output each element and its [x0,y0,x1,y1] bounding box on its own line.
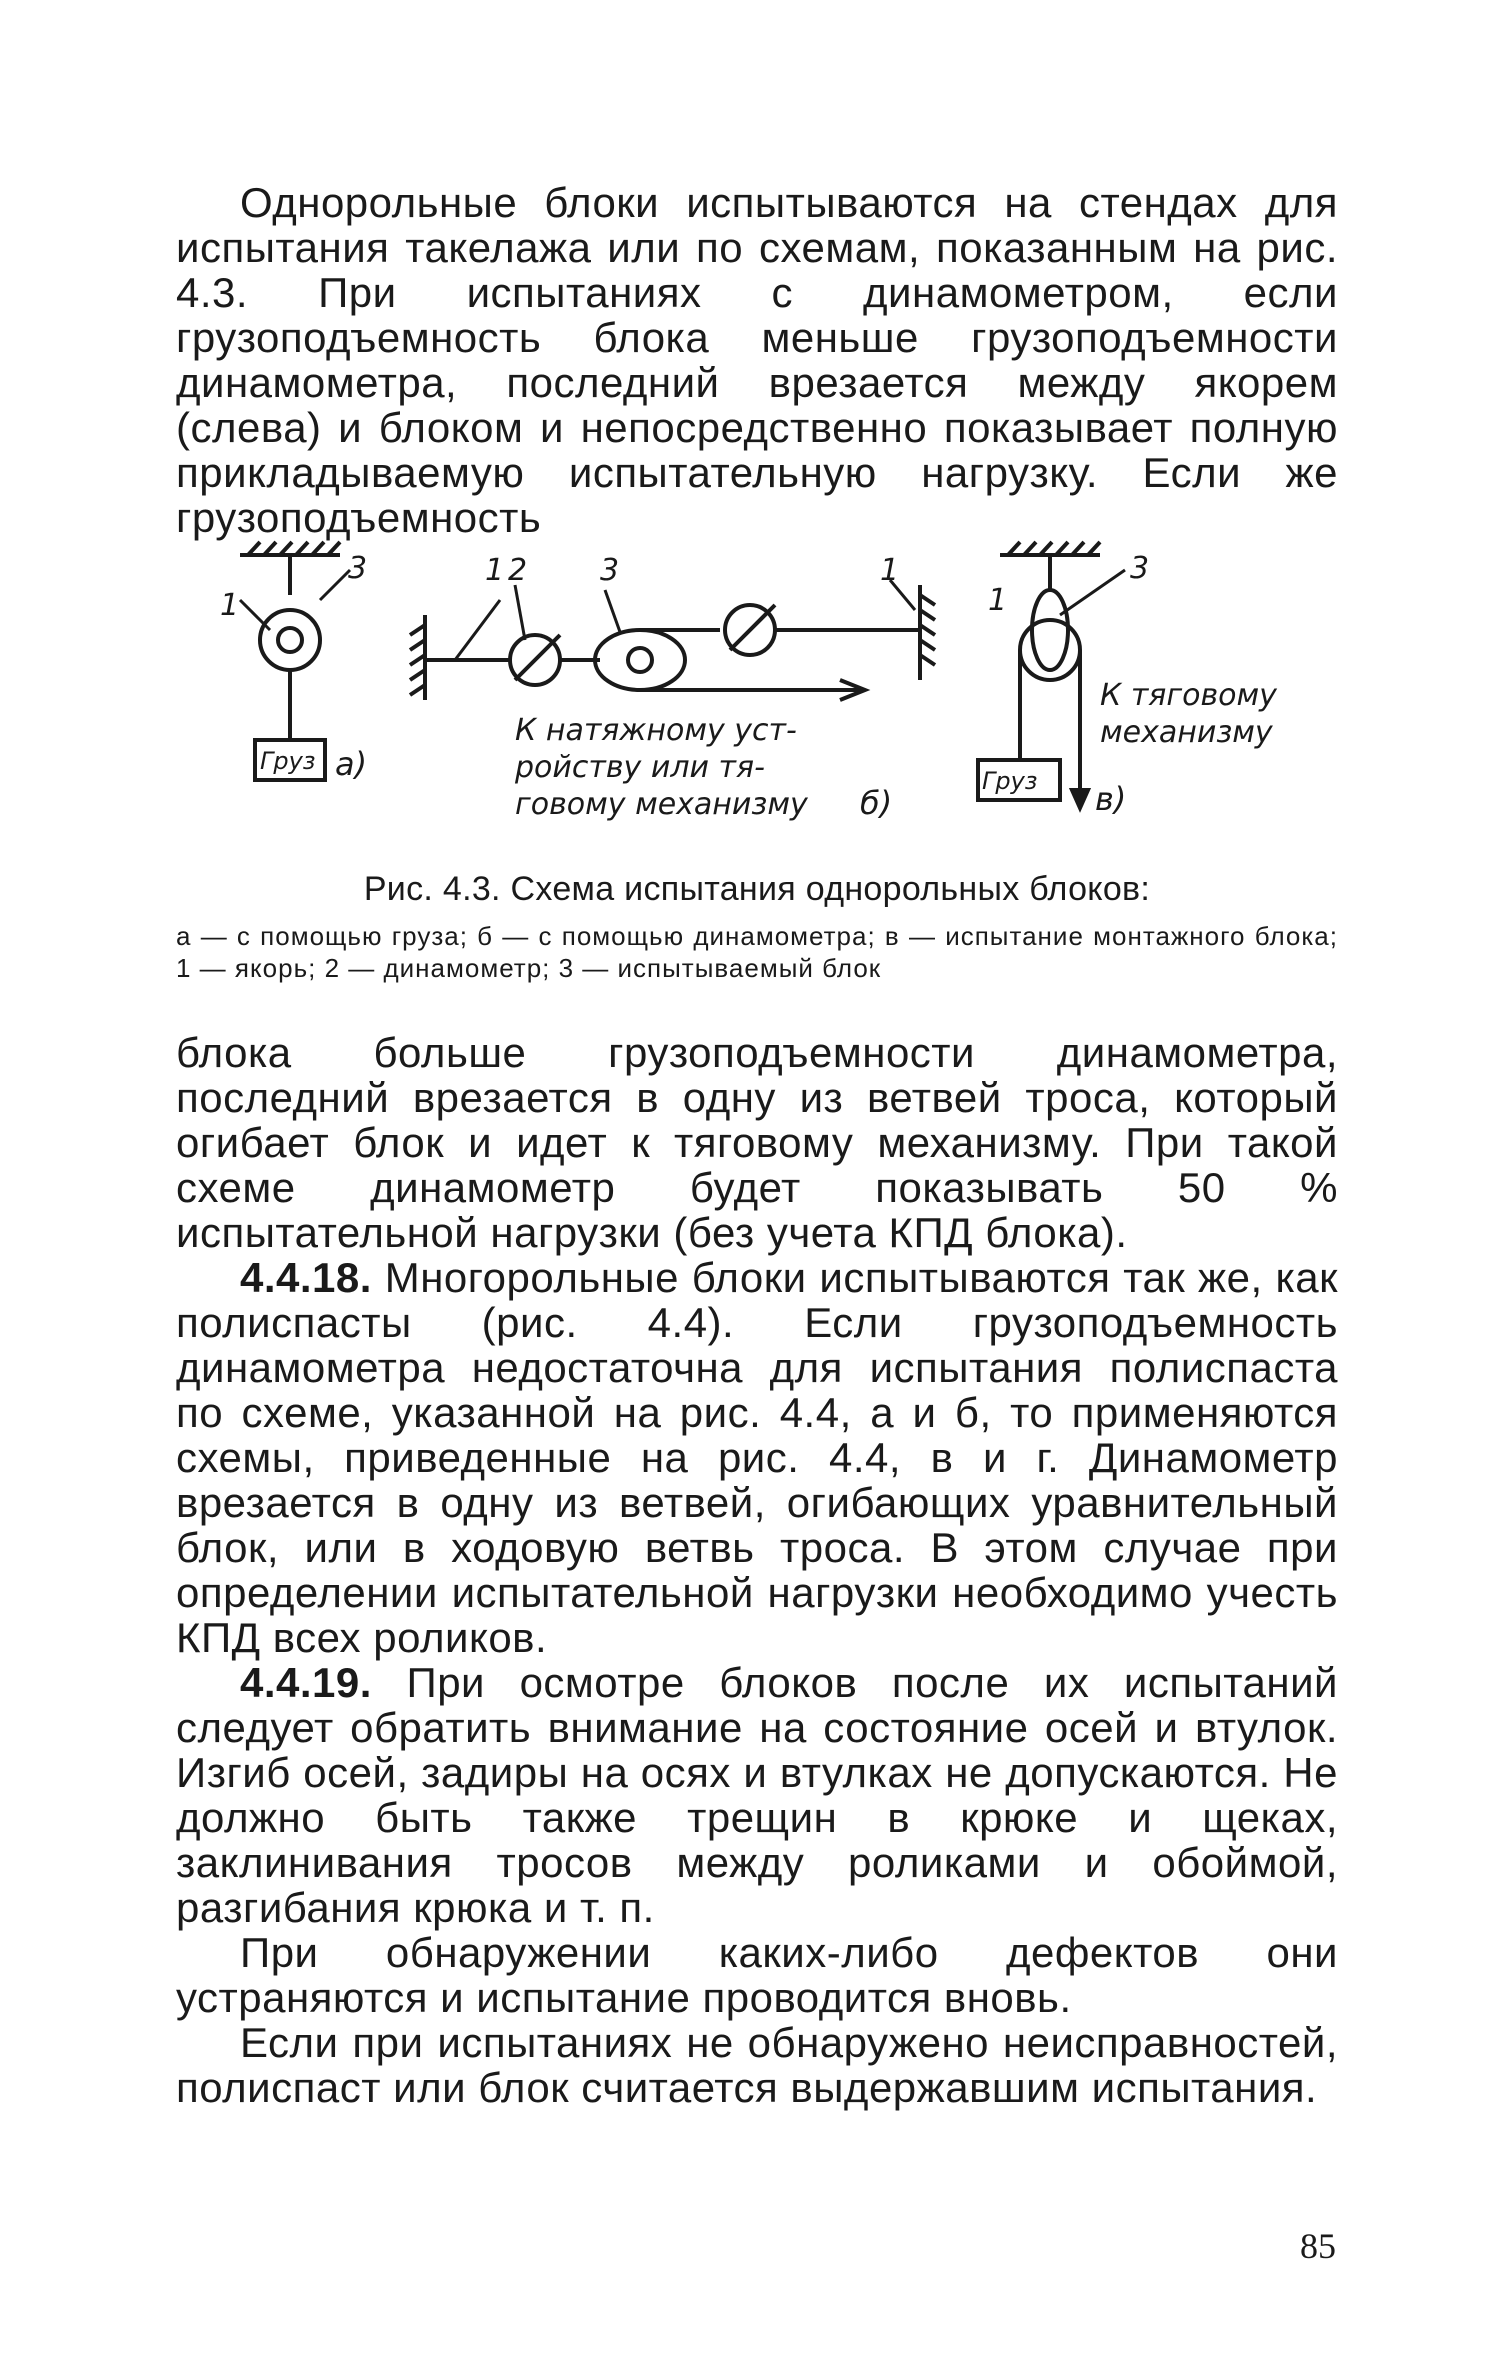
traction-caption-line-2: механизму [1100,715,1273,750]
tension-caption-line-3: говому механизму [515,787,808,822]
tension-caption-line-2: ройству или тя- [515,750,765,785]
figure-caption-legend: а — с помощью груза; б — с помощью динамометра; в — испытание монтажного блока; 1 — якорь; 2 — динамометр; 3 — испытываемый блок [176,921,1338,983]
paragraph-continuation: блока больше грузоподъемности динамометра, последний врезается в одну из ветвей троса, который огибает блок и идет к тяговому механизму. При такой схеме динамометр будет показывать 50 % испытательной нагрузки (без учета КПД блока). [176,1029,1338,1256]
label-gruz-a: Груз [260,747,316,775]
label-a: а) [335,745,368,783]
traction-caption-line-1: К тяговому [1100,678,1277,713]
top-paragraph-block [176,180,1338,540]
label-2-b: 2 [508,553,528,588]
label-v: в) [1095,780,1127,818]
label-3-a: 3 [348,551,368,586]
label-3-b: 3 [600,553,620,588]
label-gruz-v: Груз [982,767,1038,795]
label-1-b-left: 1 [485,553,505,588]
paragraph-defects: При обнаружении каких-либо дефектов они устраняются и испытание проводится вновь. [176,1929,1338,2021]
paragraph-intro: Однорольные блоки испытываются на стендах для испытания такелажа или по схемам, показанным на рис. 4.3. При испытаниях с динамометром, если грузоподъемность блока меньше грузоподъемности динамометра, последний врезается между якорем (слева) и блоком и непосредственно показывает полную прикладываемую испытательную нагрузку. Если же грузоподъемность [176,179,1338,541]
label-b: б) [860,784,893,822]
page-number: 85 [1300,2226,1336,2266]
figure-caption-title: Рис. 4.3. Схема испытания однорольных блоков: [363,870,1151,908]
diagram-a [240,542,350,780]
diagram-b [410,580,935,700]
section-number-4-4-19: 4.4.19. [240,1659,372,1706]
paragraph-4-4-19 [176,1660,1338,1930]
label-1-v: 1 [988,583,1008,618]
paragraph-4-4-19-text: При осмотре блоков после их испытаний следует обратить внимание на состояние осей и втулок. Изгиб осей, задиры на осях и втулках не допускаются. Не должно быть также трещин в крюке и щеках, заклинивания тросов между роликами и обоймой, разгибания крюка и т. п. [176,1659,1338,1931]
label-1-a: 1 [220,588,240,623]
paragraph-conclusion: Если при испытаниях не обнаружено неисправностей, полиспаст или блок считается выдержавшим испытания. [176,2019,1338,2111]
figure-4-3 [200,540,1330,850]
paragraph-4-4-18-text: Многорольные блоки испытываются так же, как полиспасты (рис. 4.4). Если грузоподъемность динамометра недостаточна для испытания полиспаста по схеме, указанной на рис. 4.4, а и б, то применяются схемы, приведенные на рис. 4.4, в и г. Динамометр врезается в одну из ветвей, огибающих уравнительный блок, или в ходовую ветвь троса. В этом случае при определении испытательной нагрузки необходимо учесть КПД всех роликов. [176,1254,1339,1661]
label-3-v: 3 [1130,551,1150,586]
section-number-4-4-18: 4.4.18. [240,1254,372,1301]
bottom-paragraph-block [176,1030,1338,2110]
tension-caption-line-1: К натяжному уст- [515,713,797,748]
label-1-b-right: 1 [880,553,900,588]
paragraph-4-4-18 [176,1255,1338,1660]
